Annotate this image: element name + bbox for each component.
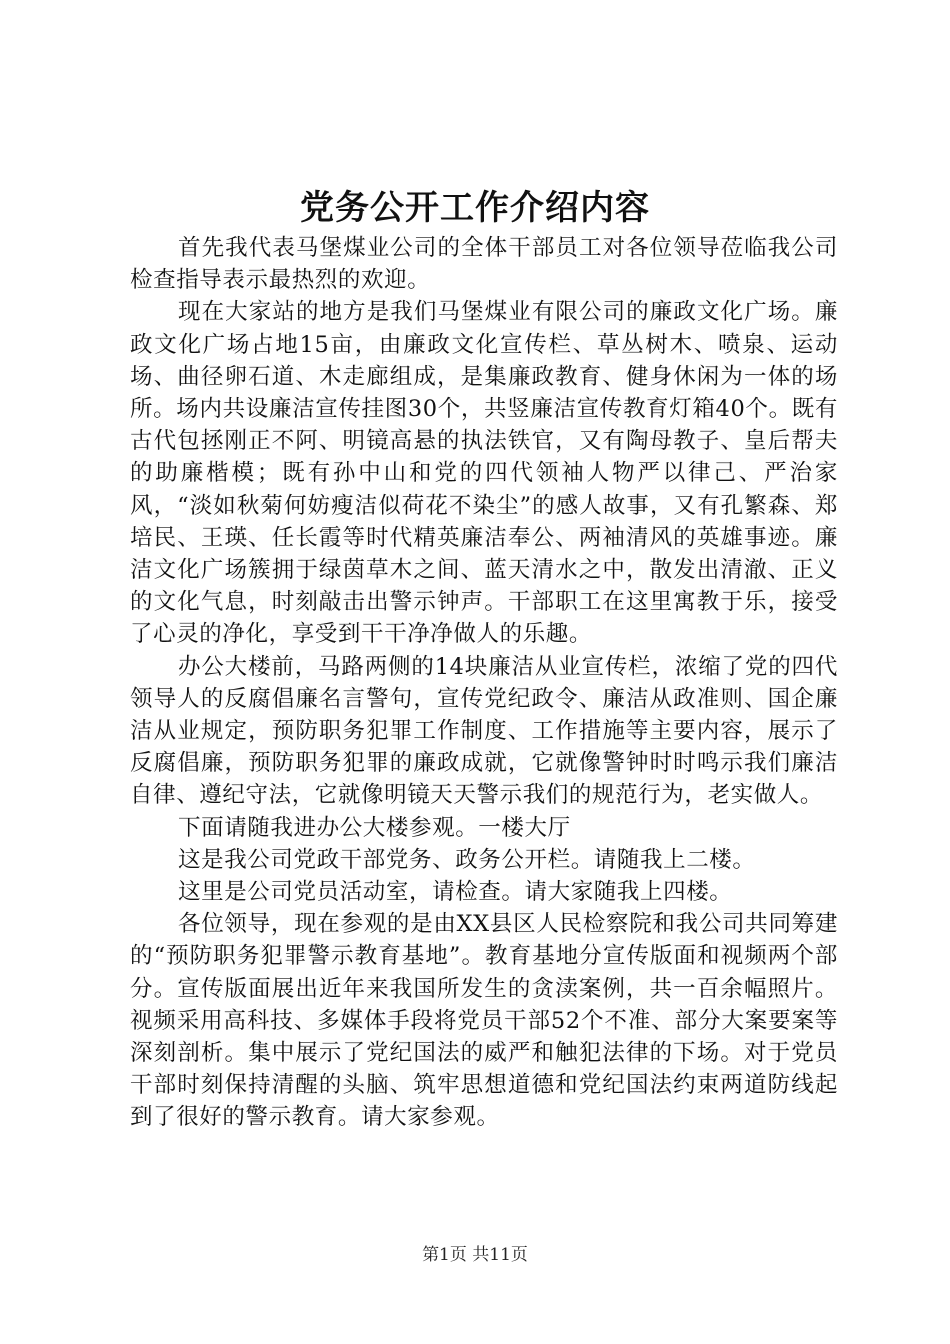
paragraph-activity-room: 这里是公司党员活动室，请检查。请大家随我上四楼。 xyxy=(178,879,733,906)
paragraph-office-building: 办公大楼前，马路两侧的14块廉洁从业宣传栏，浓缩了党的四代领导人的反腐倡廉名言警句，宣传党纪政令、廉洁从政准则、国企廉洁从业规定，预防职务犯罪工作制度、工作措施等主要内容，展示了反腐倡廉，预防职务犯罪的廉政成就，它就像警钟时时鸣示我们廉洁自律、遵纪守法，它就像明镜天天警示我们的规范行为，老实做人。 xyxy=(130,653,838,809)
document-title: 党务公开工作介绍内容 xyxy=(300,188,650,228)
document-body xyxy=(130,232,838,1134)
paragraph-education-base: 各位领导，现在参观的是由XX县区人民检察院和我公司共同筹建的“预防职务犯罪警示教育基地”。教育基地分宣传版面和视频两个部分。宣传版面展出近年来我国所发生的贪渎案例，共一百余幅照片。视频采用高科技、多媒体手段将党员干部52个不准、部分大案要案等深刻剖析。集中展示了党纪国法的威严和触犯法律的下场。对于党员干部时刻保持清醒的头脑、筑牢思想道德和党纪国法约束两道防线起到了很好的警示教育。请大家参观。 xyxy=(130,911,838,1131)
page-number-footer: 第1页 共11页 xyxy=(422,1245,528,1265)
paragraph-culture-square: 现在大家站的地方是我们马堡煤业有限公司的廉政文化广场。廉政文化广场占地15亩，由廉政文化宣传栏、草丛树木、喷泉、运动场、曲径卵石道、木走廊组成，是集廉政教育、健身休闲为一体的场所。场内共设廉洁宣传挂图30个，共竖廉洁宣传教育灯箱40个。既有古代包拯刚正不阿、明镜高悬的执法铁官，又有陶母教子、皇后帮夫的助廉楷模；既有孙中山和党的四代领袖人物严以律己、严治家风，“淡如秋菊何妨瘦洁似荷花不染尘”的感人故事，又有孔繁森、郑培民、王瑛、任长霞等时代精英廉洁奉公、两袖清风的英雄事迹。廉洁文化广场簇拥于绿茵草木之间、蓝天清水之中，散发出清澈、正义的文化气息，时刻敲击出警示钟声。干部职工在这里寓教于乐，接受了心灵的净化，享受到干干净净做人的乐趣。 xyxy=(130,299,838,648)
paragraph-disclosure-board: 这是我公司党政干部党务、政务公开栏。请随我上二楼。 xyxy=(178,846,756,873)
paragraph-welcome: 首先我代表马堡煤业公司的全体干部员工对各位领导莅临我公司检查指导表示最热烈的欢迎。 xyxy=(130,235,838,294)
paragraph-first-floor: 下面请随我进办公大楼参观。一楼大厅 xyxy=(178,814,571,841)
